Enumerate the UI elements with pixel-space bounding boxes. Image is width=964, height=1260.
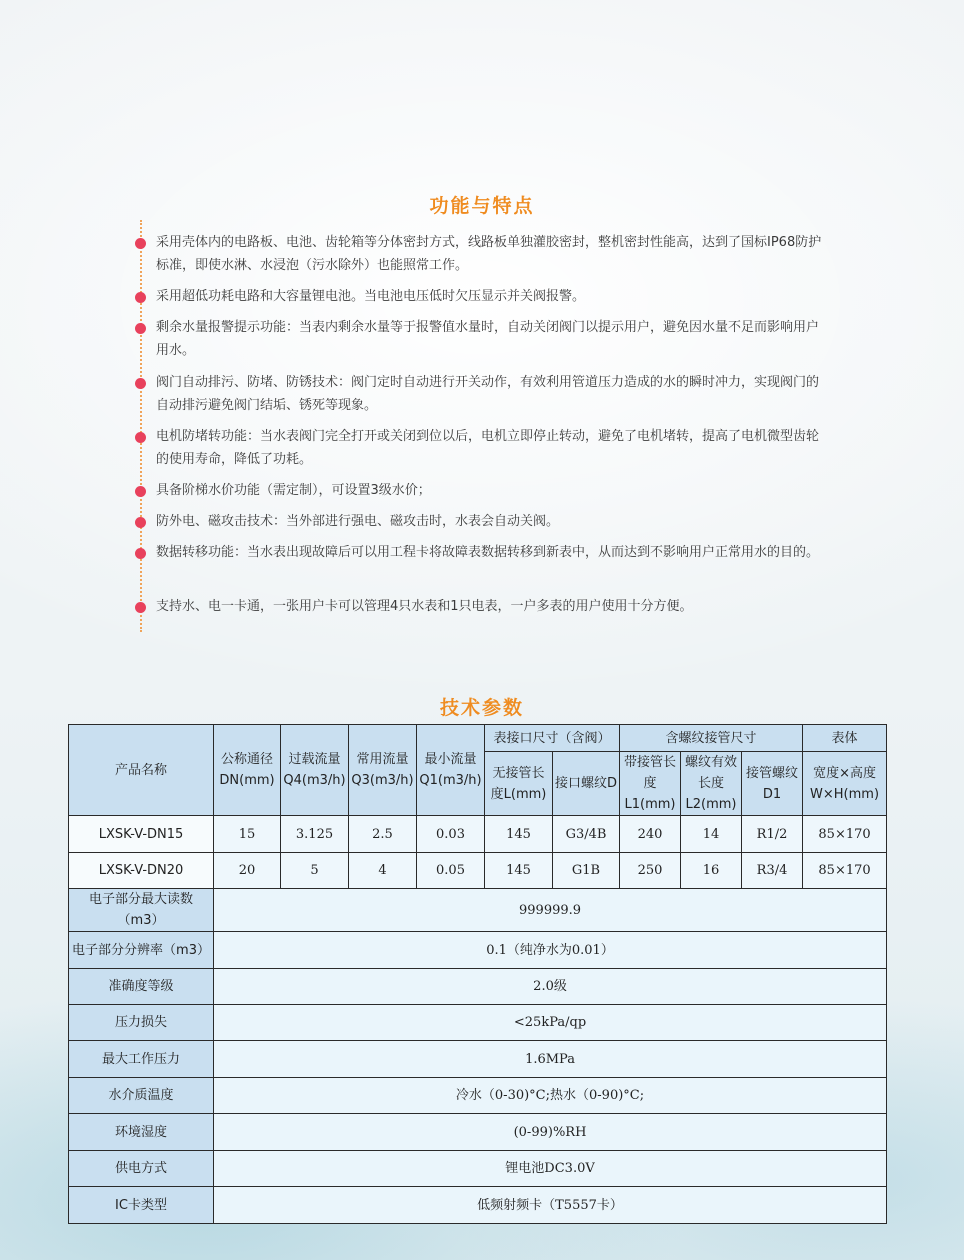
cell-thread-length: 16 <box>681 853 742 889</box>
header-q3 <box>349 725 417 816</box>
spec-label: 最大工作压力 <box>69 1041 214 1078</box>
bullet-dot-icon <box>135 238 146 249</box>
cell-body-dims: 85×170 <box>803 853 887 889</box>
spec-row <box>69 1151 887 1187</box>
header-q3-label: 常用流量 <box>356 752 409 767</box>
header-connection-thread: 接口螺纹D <box>553 752 620 816</box>
feature-text: 支持水、电一卡通，一张用户卡可以管理4只水表和1只电表，一户多表的用户使用十分方便。 <box>156 599 693 614</box>
feature-text: 阀门自动排污、防堵、防锈技术：阀门定时自动进行开关动作，有效利用管道压力造成的水的瞬时冲力，实现阀门的自动排污避免阀门结垢、锈死等现象。 <box>156 375 820 413</box>
cell-pipe-length: 250 <box>620 853 681 889</box>
bullet-dot-icon <box>135 486 146 497</box>
header-connection-group: 表接口尺寸（含阀） <box>485 725 620 752</box>
header-q4 <box>281 725 349 816</box>
spec-label: 电子部分分辨率（m3） <box>69 932 214 969</box>
cell-thread: G3/4B <box>553 816 620 853</box>
spec-value: 1.6MPa <box>214 1041 887 1078</box>
cell-q3: 4 <box>349 853 417 889</box>
header-q4-unit: Q4(m3/h) <box>283 773 346 788</box>
cell-length: 145 <box>485 853 553 889</box>
spec-row <box>69 1078 887 1114</box>
cell-dn: 15 <box>214 816 281 853</box>
cell-q4: 5 <box>281 853 349 889</box>
feature-text: 电机防堵转功能：当水表阀门完全打开或关闭到位以后，电机立即停止转动，避免了电机堵转，提高了电机微型齿轮的使用寿命，降低了功耗。 <box>156 429 820 467</box>
feature-text: 采用超低功耗电路和大容量锂电池。当电池电压低时欠压显示并关阀报警。 <box>156 289 586 304</box>
spec-row <box>69 1114 887 1151</box>
spec-row <box>69 1187 887 1224</box>
spec-value: 2.0级 <box>214 969 887 1005</box>
spec-row <box>69 969 887 1005</box>
cell-q4: 3.125 <box>281 816 349 853</box>
table-row <box>69 853 887 889</box>
bullet-dot-icon <box>135 292 146 303</box>
cell-pipe-thread: R1/2 <box>742 816 803 853</box>
header-q1-unit: Q1(m3/h) <box>419 773 482 788</box>
header-body-group: 表体 <box>803 725 887 752</box>
spec-label: 供电方式 <box>69 1151 214 1187</box>
feature-text: 采用壳体内的电路板、电池、齿轮箱等分体密封方式，线路板单独灌胶密封，整机密封性能高，达到了国标IP68防护标准，即使水淋、水浸泡（污水除外）也能照常工作。 <box>156 235 822 273</box>
cell-q3: 2.5 <box>349 816 417 853</box>
table-header-row <box>69 725 887 752</box>
cell-thread-length: 14 <box>681 816 742 853</box>
spec-value: <25kPa/qp <box>214 1005 887 1041</box>
spec-label: 环境湿度 <box>69 1114 214 1151</box>
bullet-dot-icon <box>135 432 146 443</box>
cell-length: 145 <box>485 816 553 853</box>
spec-label: 压力损失 <box>69 1005 214 1041</box>
header-dn: 公称通径DN(mm) <box>214 725 281 816</box>
spec-value: 冷水（0-30)°C;热水（0-90)°C; <box>214 1078 887 1114</box>
header-product-name: 产品名称 <box>69 725 214 816</box>
header-q3-unit: Q3(m3/h) <box>351 773 414 788</box>
bullet-dot-icon <box>135 378 146 389</box>
spec-value: 0.1（纯净水为0.01） <box>214 932 887 969</box>
spec-label: IC卡类型 <box>69 1187 214 1224</box>
tech-specs-title: 技术参数 <box>439 697 524 719</box>
dotted-divider <box>140 220 142 632</box>
cell-pipe-length: 240 <box>620 816 681 853</box>
bullet-dot-icon <box>135 323 146 334</box>
header-q1 <box>417 725 485 816</box>
cell-body-dims: 85×170 <box>803 816 887 853</box>
bullet-dot-icon <box>135 602 146 613</box>
feature-text: 数据转移功能：当水表出现故障后可以用工程卡将故障表数据转移到新表中，从而达到不影响用户正常用水的目的。 <box>156 545 820 560</box>
header-connection-length: 无接管长度L(mm) <box>485 752 553 816</box>
cell-thread: G1B <box>553 853 620 889</box>
spec-row <box>69 932 887 969</box>
spec-row <box>69 1041 887 1078</box>
feature-text: 剩余水量报警提示功能：当表内剩余水量等于报警值水量时，自动关闭阀门以提示用户，避免因水量不足而影响用户用水。 <box>156 320 820 358</box>
feature-text: 防外电、磁攻击技术：当外部进行强电、磁攻击时，水表会自动关阀。 <box>156 514 560 529</box>
model-name: LXSK-V-DN20 <box>69 853 214 889</box>
table-row <box>69 816 887 853</box>
spec-row <box>69 1005 887 1041</box>
features-title: 功能与特点 <box>429 195 535 217</box>
header-pipe-thread: 接管螺纹D1 <box>742 752 803 816</box>
cell-pipe-thread: R3/4 <box>742 853 803 889</box>
header-pipe-length: 带接管长度L1(mm) <box>620 752 681 816</box>
features-list <box>134 220 834 632</box>
spec-label: 水介质温度 <box>69 1078 214 1114</box>
header-body-dims: 宽度×高度W×H(mm) <box>803 752 887 816</box>
header-q4-label: 过载流量 <box>288 752 341 767</box>
header-q1-label: 最小流量 <box>424 752 477 767</box>
spec-row <box>69 889 887 932</box>
feature-text: 具备阶梯水价功能（需定制），可设置3级水价； <box>156 483 431 498</box>
cell-q1: 0.03 <box>417 816 485 853</box>
spec-label: 准确度等级 <box>69 969 214 1005</box>
bullet-dot-icon <box>135 517 146 528</box>
spec-value: 锂电池DC3.0V <box>214 1151 887 1187</box>
cell-dn: 20 <box>214 853 281 889</box>
model-name: LXSK-V-DN15 <box>69 816 214 853</box>
spec-value: 999999.9 <box>214 889 887 932</box>
spec-value: 低频射频卡（T5557卡） <box>214 1187 887 1224</box>
spec-value: (0-99)%RH <box>214 1114 887 1151</box>
header-pipe-group: 含螺纹接管尺寸 <box>620 725 803 752</box>
header-thread-length: 螺纹有效长度L2(mm) <box>681 752 742 816</box>
tech-specs-table <box>68 724 887 1224</box>
cell-q1: 0.05 <box>417 853 485 889</box>
bullet-dot-icon <box>135 548 146 559</box>
spec-label: 电子部分最大读数（m3） <box>69 889 214 932</box>
